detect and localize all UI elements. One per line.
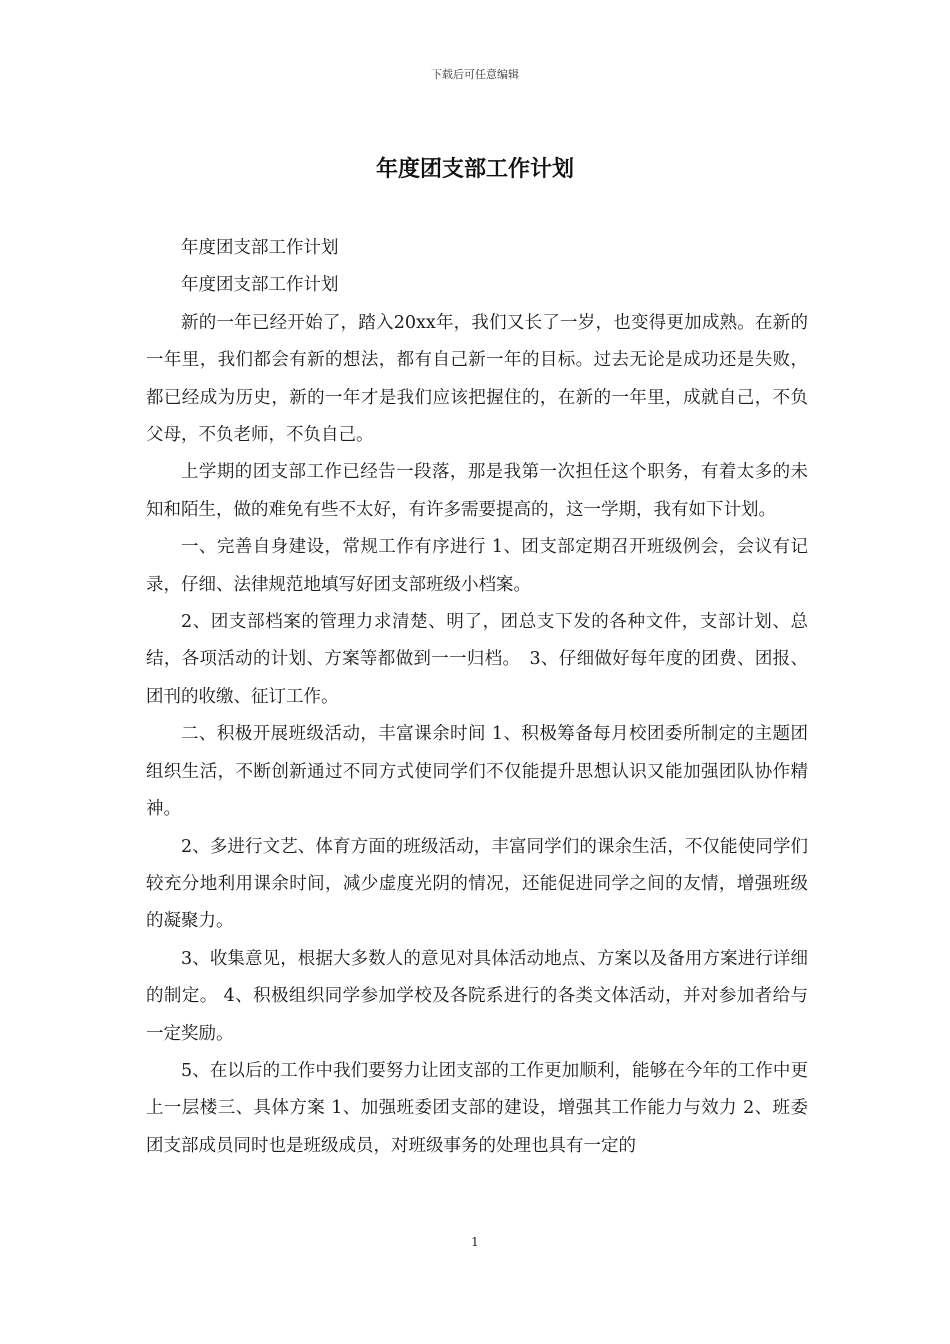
document-title: 年度团支部工作计划	[375, 157, 574, 182]
paragraph: 2、多进行文艺、体育方面的班级活动，丰富同学们的课余生活，不仅能使同学们较充分地利用课余时间，减少虚度光阴的情况，还能促进同学之间的友情，增强班级的凝聚力。	[146, 836, 808, 932]
paragraph: 年度团支部工作计划	[181, 238, 339, 258]
paragraph: 3、收集意见，根据大多数人的意见对具体活动地点、方案以及备用方案进行详细的制定。 4、积极组织同学参加学校及各院系进行的各类文体活动，并对参加者给与一定奖励。	[146, 948, 808, 1044]
document-body	[146, 230, 808, 1165]
page-number: 1	[471, 1235, 479, 1249]
paragraph: 二、积极开展班级活动，丰富课余时间 1、积极筹备每月校团委所制定的主题团组织生活，不断创新通过不同方式使同学们不仅能提升思想认识又能加强团队协作精神。	[146, 724, 808, 820]
paragraph: 年度团支部工作计划	[181, 275, 339, 296]
paragraph: 5、在以后的工作中我们要努力让团支部的工作更加顺利，能够在今年的工作中更上一层楼三、具体方案 1、加强班委团支部的建设，增强其工作能力与效力 2、班委团支部成员同时也是班级成员，对班级事务的处理也具有一定的	[146, 1060, 808, 1156]
paragraph: 新的一年已经开始了，踏入20xx年，我们又长了一岁，也变得更加成熟。在新的一年里，我们都会有新的想法，都有自己新一年的目标。过去无论是成功还是失败，都已经成为历史，新的一年才是我们应该把握住的，在新的一年里，成就自己，不负父母，不负老师，不负自己。	[146, 312, 808, 446]
paragraph: 上学期的团支部工作已经告一段落，那是我第一次担任这个职务，有着太多的未知和陌生，做的难免有些不太好，有许多需要提高的，这一学期，我有如下计划。	[146, 462, 808, 520]
page-header-note: 下载后可任意编辑	[431, 68, 519, 81]
paragraph: 2、团支部档案的管理力求清楚、明了，团总支下发的各种文件，支部计划、总结，各项活动的计划、方案等都做到一一归档。 3、仔细做好每年度的团费、团报、团刊的收缴、征订工作。	[146, 612, 808, 707]
paragraph: 一、完善自身建设，常规工作有序进行 1、团支部定期召开班级例会，会议有记录，仔细、法律规范地填写好团支部班级小档案。	[146, 537, 808, 595]
